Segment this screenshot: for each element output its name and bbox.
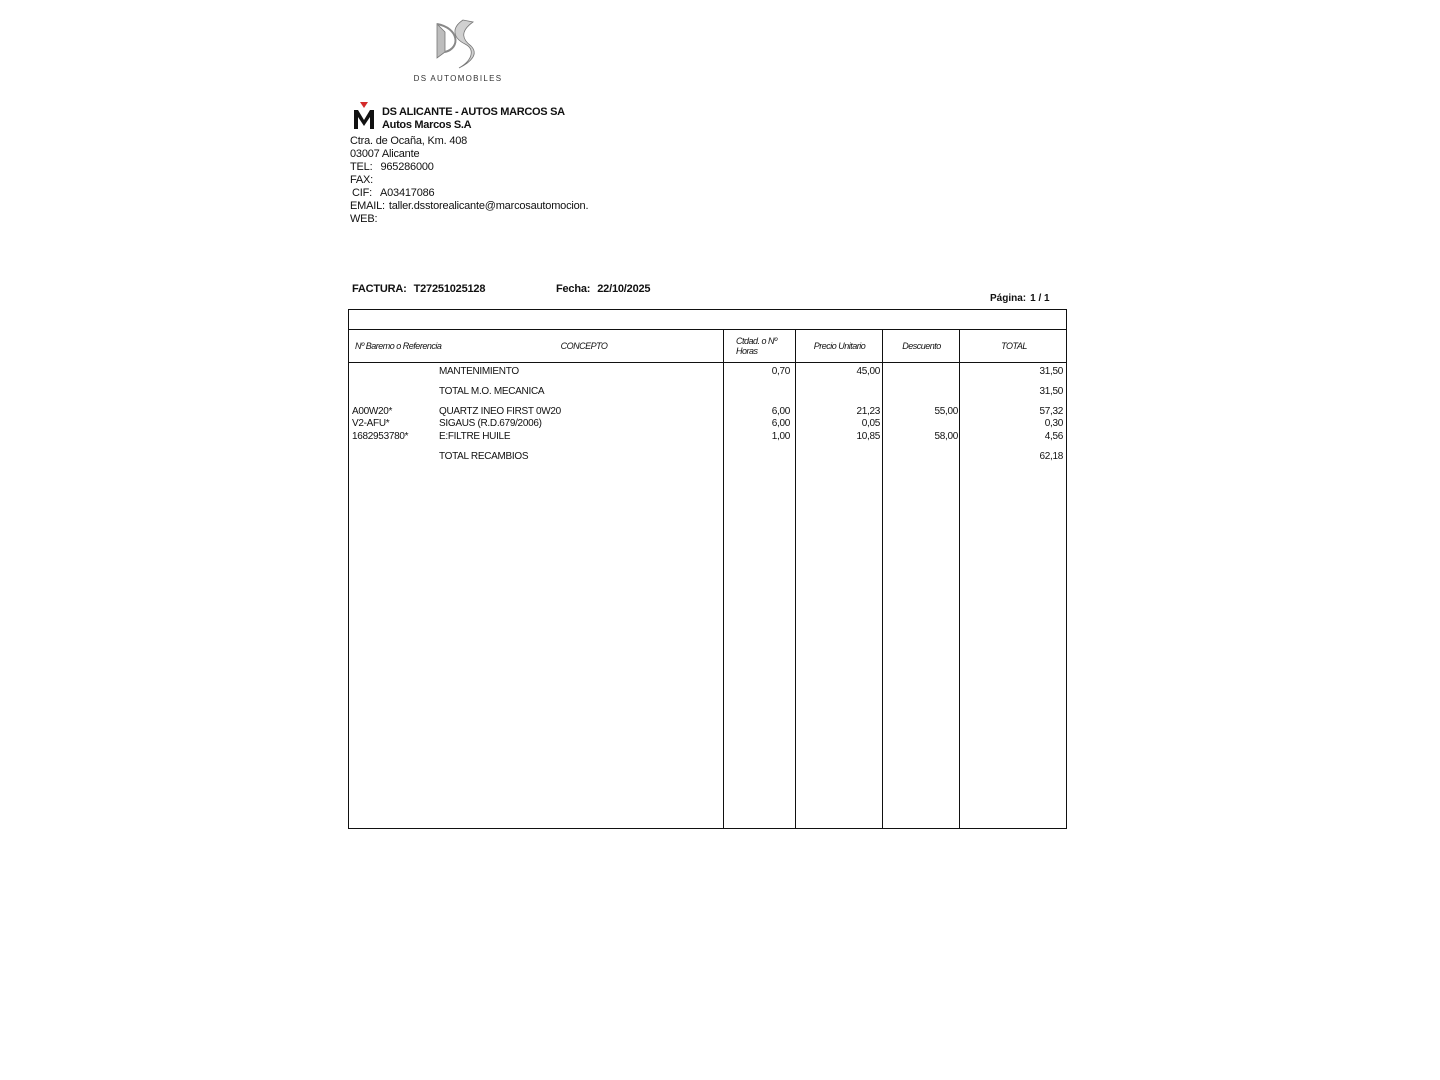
column-divider bbox=[882, 329, 883, 828]
header-discount: Descuento bbox=[902, 341, 941, 351]
pagina-label: Página: bbox=[990, 293, 1027, 304]
cell-desc: TOTAL RECAMBIOS bbox=[439, 451, 529, 462]
table-row bbox=[349, 385, 1066, 398]
cif-line bbox=[350, 187, 434, 200]
cell-desc: SIGAUS (R.D.679/2006) bbox=[439, 418, 542, 429]
page-indicator bbox=[990, 293, 1050, 304]
marcos-logo-icon bbox=[352, 102, 376, 130]
web-line bbox=[350, 213, 377, 226]
email-label: EMAIL: bbox=[350, 200, 385, 212]
cell-desc: TOTAL M.O. MECANICA bbox=[439, 386, 545, 397]
column-divider bbox=[959, 329, 960, 828]
address-line-1: Ctra. de Ocaña, Km. 408 bbox=[350, 135, 468, 147]
tel-label: TEL: bbox=[350, 161, 373, 173]
cell-desc: QUARTZ INEO FIRST 0W20 bbox=[439, 406, 561, 417]
web-label: WEB: bbox=[350, 213, 378, 225]
cell-total: 62,18 bbox=[1039, 451, 1063, 462]
header-total: TOTAL bbox=[1001, 341, 1027, 351]
table-row bbox=[349, 417, 1066, 430]
fecha-value: 22/10/2025 bbox=[597, 283, 651, 295]
header-qty: Ctdad. o Nº Horas bbox=[736, 336, 777, 356]
cell-total: 4,56 bbox=[1044, 431, 1063, 442]
cell-unit: 21,23 bbox=[856, 406, 880, 417]
table-row bbox=[349, 365, 1066, 378]
fax-line bbox=[350, 174, 373, 187]
factura-label: FACTURA: bbox=[352, 283, 407, 295]
column-divider bbox=[723, 329, 724, 828]
cell-qty: 6,00 bbox=[771, 406, 790, 417]
email-line bbox=[350, 200, 588, 213]
cell-unit: 10,85 bbox=[856, 431, 880, 442]
pagina-value: 1 / 1 bbox=[1030, 293, 1050, 304]
invoice-table bbox=[348, 309, 1067, 829]
cell-desc: E:FILTRE HUILE bbox=[439, 431, 511, 442]
cell-disc: 55,00 bbox=[934, 406, 958, 417]
cell-disc: 58,00 bbox=[934, 431, 958, 442]
cell-ref: 1682953780* bbox=[352, 431, 409, 442]
cell-total: 31,50 bbox=[1039, 366, 1063, 377]
cell-total: 57,32 bbox=[1039, 406, 1063, 417]
cell-qty: 0,70 bbox=[771, 366, 790, 377]
header-unit-price: Precio Unitario bbox=[813, 341, 866, 351]
header-ref: Nº Baremo o Referencia bbox=[355, 341, 442, 351]
tel-value: 965286000 bbox=[380, 161, 434, 173]
cell-total: 0,30 bbox=[1044, 418, 1063, 429]
dealer-subname: Autos Marcos S.A bbox=[382, 119, 472, 131]
invoice-number bbox=[352, 283, 485, 295]
cell-qty: 6,00 bbox=[771, 418, 790, 429]
table-row bbox=[349, 450, 1066, 463]
factura-number: T27251025128 bbox=[413, 283, 486, 295]
dealer-name: DS ALICANTE - AUTOS MARCOS SA bbox=[382, 106, 565, 118]
cell-qty: 1,00 bbox=[771, 431, 790, 442]
brand-name: DS AUTOMOBILES bbox=[413, 74, 503, 83]
cell-unit: 45,00 bbox=[856, 366, 880, 377]
cell-unit: 0,05 bbox=[861, 418, 880, 429]
table-row bbox=[349, 430, 1066, 443]
fax-label: FAX: bbox=[350, 174, 374, 186]
cell-ref: A00W20* bbox=[352, 406, 393, 417]
ds-logo-icon bbox=[433, 18, 481, 72]
column-divider bbox=[795, 329, 796, 828]
cell-ref: V2-AFU* bbox=[352, 418, 390, 429]
cif-value: A03417086 bbox=[379, 187, 435, 199]
cell-desc: MANTENIMIENTO bbox=[439, 366, 519, 377]
cif-label: CIF: bbox=[352, 187, 372, 199]
cell-total: 31,50 bbox=[1039, 386, 1063, 397]
invoice-date bbox=[556, 283, 650, 295]
email-value: taller.dsstorealicante@marcosautomocion. bbox=[388, 200, 589, 212]
header-concepto: CONCEPTO bbox=[560, 341, 608, 351]
fecha-label: Fecha: bbox=[556, 283, 591, 295]
address-line-2: 03007 Alicante bbox=[350, 148, 420, 160]
tel-line bbox=[350, 161, 434, 174]
